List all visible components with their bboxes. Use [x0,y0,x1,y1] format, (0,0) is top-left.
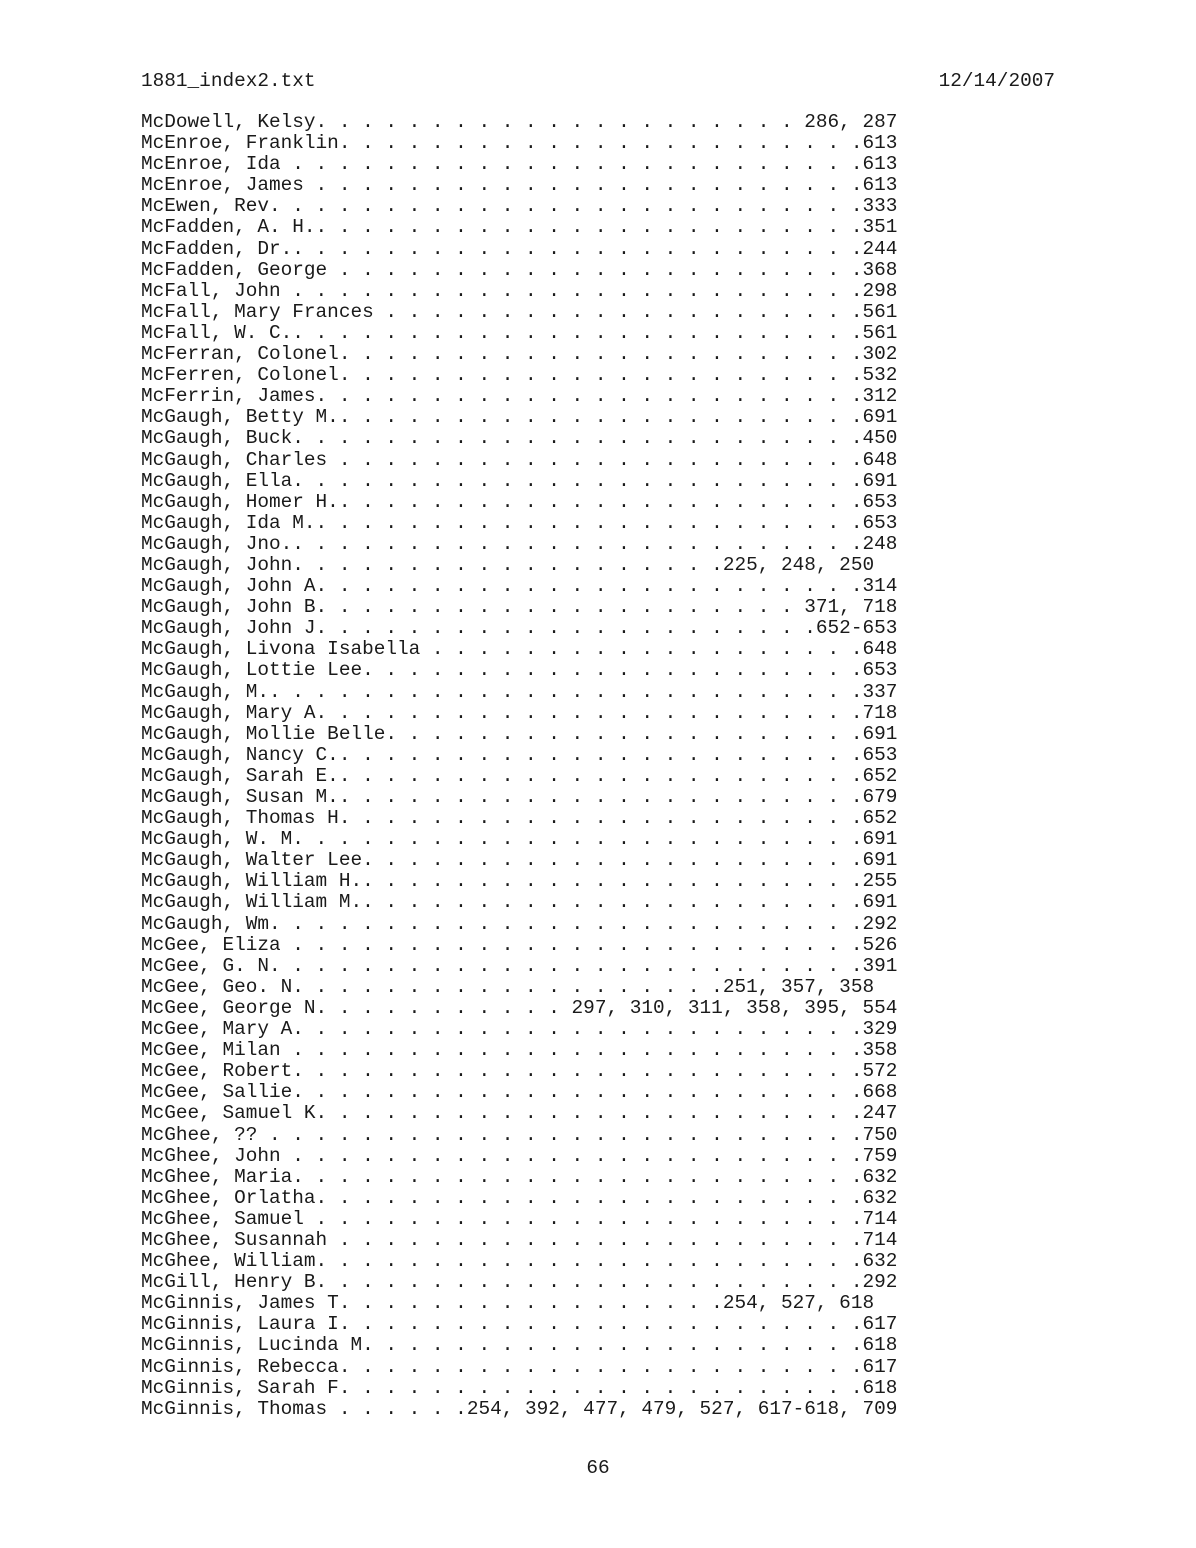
index-entry: McGee, George N. . . . . . . . . . . 297, 310, 311, 358, 395, 554 [141,996,898,1019]
index-entry: McDowell, Kelsy. . . . . . . . . . . . . . . . . . . . . 286, 287 [141,111,898,133]
index-entry: McGaugh, Jno.. . . . . . . . . . . . . . . . . . . . . . . . .248 [141,532,898,555]
index-entry: McGaugh, Lottie Lee. . . . . . . . . . . . . . . . . . . . . .653 [141,659,898,682]
index-entry: McGhee, Samuel . . . . . . . . . . . . . . . . . . . . . . . .714 [141,1207,898,1230]
index-entry: McEwen, Rev. . . . . . . . . . . . . . . . . . . . . . . . . .333 [141,195,898,218]
index-entry: McGhee, Orlatha. . . . . . . . . . . . . . . . . . . . . . . .632 [141,1186,898,1209]
index-entry: McFerran, Colonel. . . . . . . . . . . . . . . . . . . . . . .302 [141,343,898,366]
index-entry: McGaugh, Betty M.. . . . . . . . . . . . . . . . . . . . . . .691 [141,406,898,429]
index-entry: McGinnis, Thomas . . . . . .254, 392, 477, 479, 527, 617-618, 709 [141,1397,898,1420]
index-entry: McEnroe, Franklin. . . . . . . . . . . . . . . . . . . . . . .613 [141,132,898,155]
index-entry: McGee, Samuel K. . . . . . . . . . . . . . . . . . . . . . . .247 [141,1102,898,1125]
header-date: 12/14/2007 [938,70,1055,92]
index-entry: McGaugh, M.. . . . . . . . . . . . . . . . . . . . . . . . . .337 [141,680,898,703]
index-entry: McGaugh, Buck. . . . . . . . . . . . . . . . . . . . . . . . .450 [141,427,898,450]
index-entry: McGinnis, James T. . . . . . . . . . . . . . . . .254, 527, 618 [141,1292,875,1315]
index-entry: McGill, Henry B. . . . . . . . . . . . . . . . . . . . . . . .292 [141,1271,898,1294]
index-entry: McEnroe, Ida . . . . . . . . . . . . . . . . . . . . . . . . .613 [141,153,898,176]
index-entry: McGaugh, Wm. . . . . . . . . . . . . . . . . . . . . . . . . .292 [141,912,898,935]
index-entry: McGinnis, Laura I. . . . . . . . . . . . . . . . . . . . . . .617 [141,1313,898,1336]
index-entry: McGaugh, John. . . . . . . . . . . . . . . . . . .225, 248, 250 [141,553,875,576]
index-entry: McGaugh, Charles . . . . . . . . . . . . . . . . . . . . . . .648 [141,448,898,471]
index-entry: McGaugh, Susan M.. . . . . . . . . . . . . . . . . . . . . . .679 [141,786,898,808]
index-entry: McGaugh, John B. . . . . . . . . . . . . . . . . . . . . 371, 718 [141,596,898,619]
index-entry: McGee, Robert. . . . . . . . . . . . . . . . . . . . . . . . .572 [141,1060,898,1083]
index-entry: McGaugh, Nancy C.. . . . . . . . . . . . . . . . . . . . . . .653 [141,743,898,766]
index-entry: McGee, G. N. . . . . . . . . . . . . . . . . . . . . . . . . .391 [141,954,898,977]
index-entry: McGhee, Susannah . . . . . . . . . . . . . . . . . . . . . . .714 [141,1228,898,1251]
index-entry: McGaugh, William M.. . . . . . . . . . . . . . . . . . . . . .691 [141,891,898,914]
index-entry: McEnroe, James . . . . . . . . . . . . . . . . . . . . . . . .613 [141,174,898,197]
index-entry: McGaugh, John A. . . . . . . . . . . . . . . . . . . . . . . .314 [141,575,898,598]
index-entry: McGhee, ?? . . . . . . . . . . . . . . . . . . . . . . . . . .750 [141,1123,898,1146]
index-entry: McGaugh, W. M. . . . . . . . . . . . . . . . . . . . . . . . .691 [141,828,898,851]
index-entry: McFadden, Dr.. . . . . . . . . . . . . . . . . . . . . . . . .244 [141,237,898,260]
index-entry: McGaugh, William H.. . . . . . . . . . . . . . . . . . . . . .255 [141,870,898,893]
index-entry: McGaugh, John J. . . . . . . . . . . . . . . . . . . . . .652-653 [141,617,898,640]
index-entry: McGaugh, Ella. . . . . . . . . . . . . . . . . . . . . . . . .691 [141,469,898,492]
index-entry: McGaugh, Thomas H. . . . . . . . . . . . . . . . . . . . . . .652 [141,807,898,830]
index-entry: McGinnis, Lucinda M. . . . . . . . . . . . . . . . . . . . . .618 [141,1334,898,1357]
header-filename: 1881_index2.txt [141,70,316,92]
index-entry: McFadden, A. H.. . . . . . . . . . . . . . . . . . . . . . . .351 [141,216,898,239]
index-entry: McFall, W. C.. . . . . . . . . . . . . . . . . . . . . . . . .561 [141,321,898,344]
index-entry: McGhee, William. . . . . . . . . . . . . . . . . . . . . . . .632 [141,1250,898,1273]
index-entry: McGaugh, Ida M.. . . . . . . . . . . . . . . . . . . . . . . .653 [141,511,898,534]
index-entry: McFadden, George . . . . . . . . . . . . . . . . . . . . . . .368 [141,258,898,281]
index-entry: McGee, Mary A. . . . . . . . . . . . . . . . . . . . . . . . .329 [141,1018,898,1041]
index-entry: McGaugh, Mary A. . . . . . . . . . . . . . . . . . . . . . . .718 [141,701,898,724]
index-entry: McFerrin, James. . . . . . . . . . . . . . . . . . . . . . . .312 [141,385,898,408]
index-entry: McGhee, John . . . . . . . . . . . . . . . . . . . . . . . . .759 [141,1144,898,1167]
index-entry: McFerren, Colonel. . . . . . . . . . . . . . . . . . . . . . .532 [141,364,898,387]
index-entry: McFall, John . . . . . . . . . . . . . . . . . . . . . . . . .298 [141,279,898,302]
index-entry: McFall, Mary Frances . . . . . . . . . . . . . . . . . . . . .561 [141,300,898,323]
index-entry: McGee, Geo. N. . . . . . . . . . . . . . . . . . .251, 357, 358 [141,975,875,998]
index-entry: McGee, Sallie. . . . . . . . . . . . . . . . . . . . . . . . .668 [141,1081,898,1104]
index-list [141,112,897,1420]
index-entry: McGinnis, Rebecca. . . . . . . . . . . . . . . . . . . . . . .617 [141,1355,898,1378]
index-entry: McGaugh, Livona Isabella . . . . . . . . . . . . . . . . . . .648 [141,638,898,661]
index-entry: McGee, Milan . . . . . . . . . . . . . . . . . . . . . . . . .358 [141,1039,898,1062]
index-entry: McGinnis, Sarah F. . . . . . . . . . . . . . . . . . . . . . .618 [141,1376,898,1399]
index-entry: McGaugh, Mollie Belle. . . . . . . . . . . . . . . . . . . . .691 [141,722,898,745]
index-entry: McGaugh, Sarah E.. . . . . . . . . . . . . . . . . . . . . . .652 [141,764,898,787]
index-entry: McGaugh, Homer H.. . . . . . . . . . . . . . . . . . . . . . .653 [141,490,898,513]
index-entry: McGee, Eliza . . . . . . . . . . . . . . . . . . . . . . . . .526 [141,933,898,956]
page-header [141,68,1055,94]
index-entry: McGhee, Maria. . . . . . . . . . . . . . . . . . . . . . . . .632 [141,1165,898,1188]
index-entry: McGaugh, Walter Lee. . . . . . . . . . . . . . . . . . . . . .691 [141,849,898,872]
page-number: 66 [586,1457,610,1479]
